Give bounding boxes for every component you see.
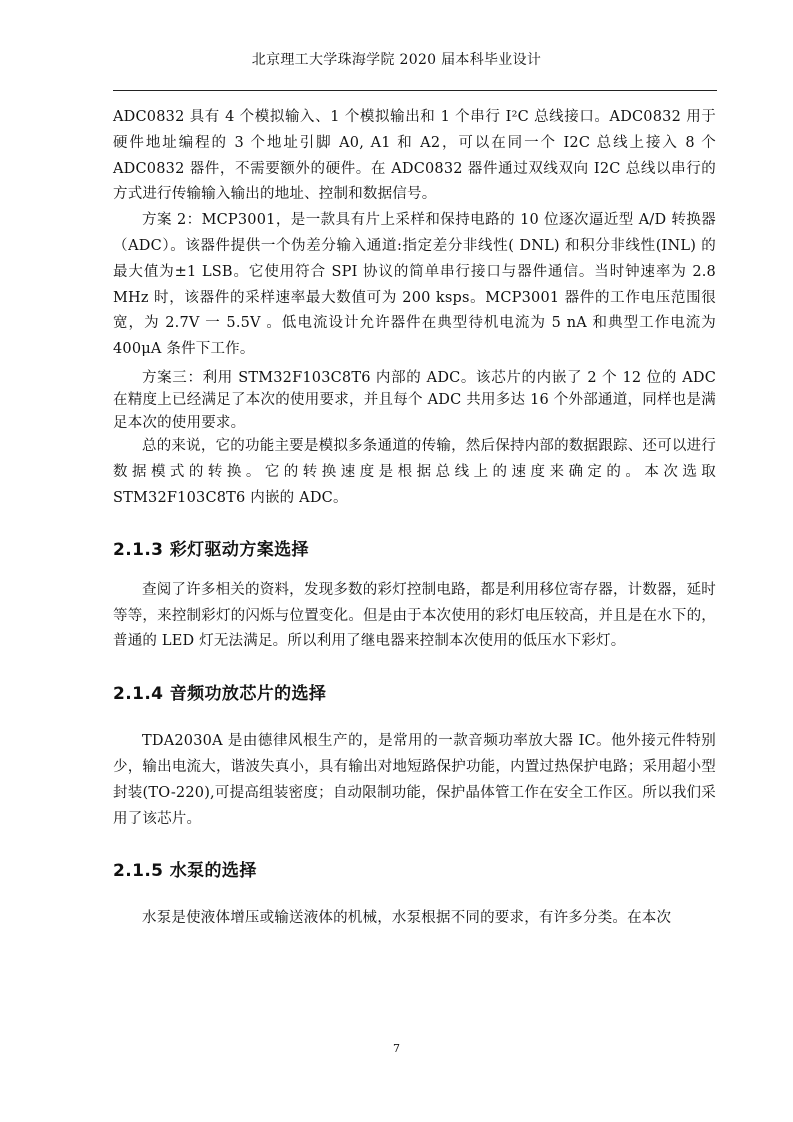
page-number: 7 [393, 1042, 400, 1055]
paragraph-summary: 总的来说，它的功能主要是模拟多条通道的传输，然后保持内部的数据跟踪、还可以进行数据模式的转换。它的转换速度是根据总线上的速度来确定的。本次选取 STM32F103C8T6 内嵌的 ADC。 [113, 438, 716, 507]
body-text [113, 105, 716, 932]
paragraph-tda2030a: TDA2030A 是由德律风根生产的，是常用的一款音频功率放大器 IC。他外接元件特别少，输出电流大，谐波失真小，具有输出对地短路保护功能，内置过热保护电路；采用超小型封装(TO-220),可提高组装密度；自动限制功能，保护晶体管工作在安全工作区。所以我们采用了该芯片。 [113, 733, 716, 827]
paragraph-led-driver: 查阅了许多相关的资料，发现多数的彩灯控制电路，都是利用移位寄存器，计数器，延时等等，来控制彩灯的闪烁与位置变化。但是由于本次使用的彩灯电压较高，并且是在水下的，普通的 LED 灯无法满足。所以利用了继电器来控制本次使用的低压水下彩灯。 [113, 581, 716, 650]
section-heading-2-1-3: 2.1.3 彩灯驱动方案选择 [113, 539, 309, 560]
section-heading-2-1-4: 2.1.4 音频功放芯片的选择 [113, 684, 327, 705]
header-rule [113, 90, 717, 91]
paragraph-adc0832: ADC0832 具有 4 个模拟输入、1 个模拟输出和 1 个串行 I²C 总线接口。ADC0832 用于硬件地址编程的 3 个地址引脚 A0, A1 和 A2，可以在同一个 I2C 总线上接入 8 个 ADC0832 器件，不需要额外的硬件。在 ADC0832 器件通过双线双向 I2C 总线以串行的方式进行传输输入输出的地址、控制和数据信号。 [113, 109, 716, 203]
section-heading-2-1-5: 2.1.5 水泵的选择 [113, 861, 257, 882]
paragraph-water-pump: 水泵是使液体增压或输送液体的机械，水泵根据不同的要求，有许多分类。在本次 [142, 910, 672, 927]
paragraph-mcp3001: 方案 2：MCP3001，是一款具有片上采样和保持电路的 10 位逐次逼近型 A/D 转换器（ADC）。该器件提供一个伪差分输入通道:指定差分非线性( DNL) 和积分非线性(INL) 的最大值为±1 LSB。它使用符合 SPI 协议的简单串行接口与器件通信。当时钟速率为 2.8 MHz 时，该器件的采样速率最大数值可为 200 ksps。MCP3001 器件的工作电压范围很宽，为 2.7V 一 5.5V 。低电流设计允许器件在典型待机电流为 5 nA 和典型工作电流为 400μA 条件下工作。 [113, 212, 716, 358]
page-header: 北京理工大学珠海学院 2020 届本科毕业设计 [251, 52, 542, 68]
paragraph-stm32-adc: 方案三：利用 STM32F103C8T6 内部的 ADC。该芯片的内嵌了 2 个 12 位的 ADC 在精度上已经满足了本次的使用要求，并且每个 ADC 共用多达 16 个外部通道，同样也是满足本次的使用要求。 [113, 369, 716, 431]
